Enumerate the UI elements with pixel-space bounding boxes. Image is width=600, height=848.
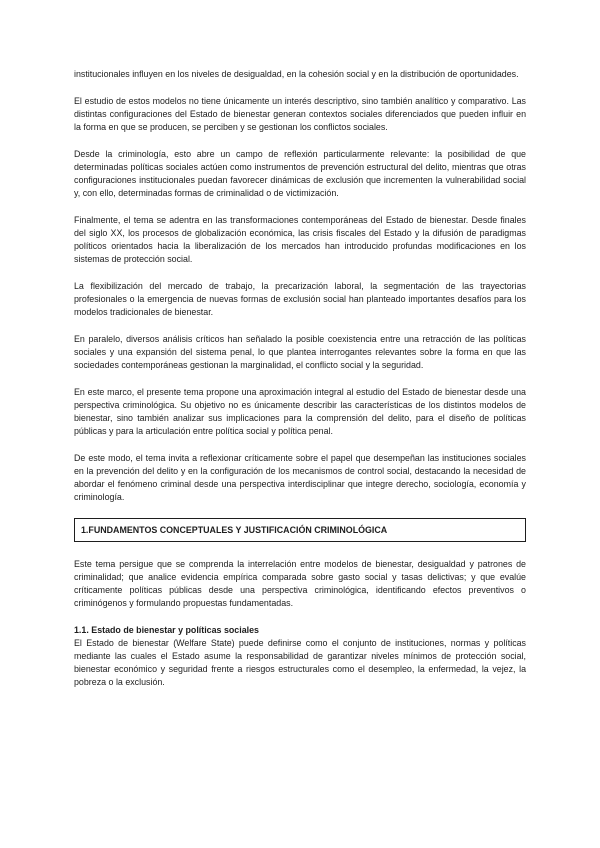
paragraph: institucionales influyen en los niveles de desigualdad, en la cohesión social y en la distribución de oportunidades. — [74, 69, 519, 79]
subsection-heading: 1.1. Estado de bienestar y políticas sociales — [74, 625, 259, 635]
paragraph: El estudio de estos modelos no tiene únicamente un interés descriptivo, sino también analítico y comparativo. Las distintas configuraciones del Estado de bienestar generan contextos sociales diferenciados que pueden influir en la forma en que se producen, se perciben y se gestionan los conflictos sociales. — [74, 96, 526, 132]
paragraph: En paralelo, diversos análisis críticos han señalado la posible coexistencia entre una retracción de las políticas sociales y una expansión del sistema penal, lo que plantea interrogantes relevantes sobre la forma en que las sociedades contemporáneas gestionan la marginalidad, el conflicto social y la seguridad. — [74, 334, 526, 370]
paragraph: La flexibilización del mercado de trabajo, la precarización laboral, la segmentación de las trayectorias profesionales o la emergencia de nuevas formas de exclusión social han planteado importantes desafíos para los modelos tradicionales de bienestar. — [74, 281, 526, 317]
section-heading: 1.FUNDAMENTOS CONCEPTUALES Y JUSTIFICACIÓN CRIMINOLÓGICA — [74, 518, 526, 542]
paragraph: Finalmente, el tema se adentra en las transformaciones contemporáneas del Estado de bienestar. Desde finales del siglo XX, los procesos de globalización económica, las crisis fiscales del Estado y la difusión de paradigmas políticos orientados hacia la liberalización de los mercados han introducido profundas modificaciones en los sistemas de protección social. — [74, 215, 526, 264]
subsection-body: El Estado de bienestar (Welfare State) puede definirse como el conjunto de instituciones, normas y políticas mediante las cuales el Estado asume la responsabilidad de garantizar niveles mínimos de protección social, bienestar económico y seguridad frente a riesgos estructurales como el desempleo, la enfermedad, la vejez, la pobreza o la exclusión. — [74, 638, 526, 687]
paragraph: En este marco, el presente tema propone una aproximación integral al estudio del Estado de bienestar desde una perspectiva criminológica. Su objetivo no es únicamente describir las características de los distintos modelos de bienestar, sino también analizar sus implicaciones para la comprensión del delito, para el diseño de políticas públicas y para la articulación entre política social y política penal. — [74, 387, 526, 436]
paragraph: Desde la criminología, esto abre un campo de reflexión particularmente relevante: la posibilidad de que determinadas políticas sociales actúen como instrumentos de prevención estructural del delito, mientras que otras configuraciones institucionales puedan favorecer dinámicas de exclusión que incrementen la vulnerabilidad social y, con ello, determinadas formas de criminalidad o de victimización. — [74, 149, 526, 198]
section-intro: Este tema persigue que se comprenda la interrelación entre modelos de bienestar, desigualdad y patrones de criminalidad; que analice evidencia empírica comparada sobre gasto social y tasas delictivas; y que evalúe críticamente políticas públicas desde una perspectiva criminológica, identificando efectos preventivos o criminógenos y formulando propuestas fundamentadas. — [74, 559, 526, 608]
document-page — [74, 68, 526, 703]
paragraph: De este modo, el tema invita a reflexionar críticamente sobre el papel que desempeñan las instituciones sociales en la prevención del delito y en la configuración de los mecanismos de control social, destacando la necesidad de abordar el fenómeno criminal desde una perspectiva interdisciplinar que integre derecho, sociología, economía y criminología. — [74, 453, 526, 502]
